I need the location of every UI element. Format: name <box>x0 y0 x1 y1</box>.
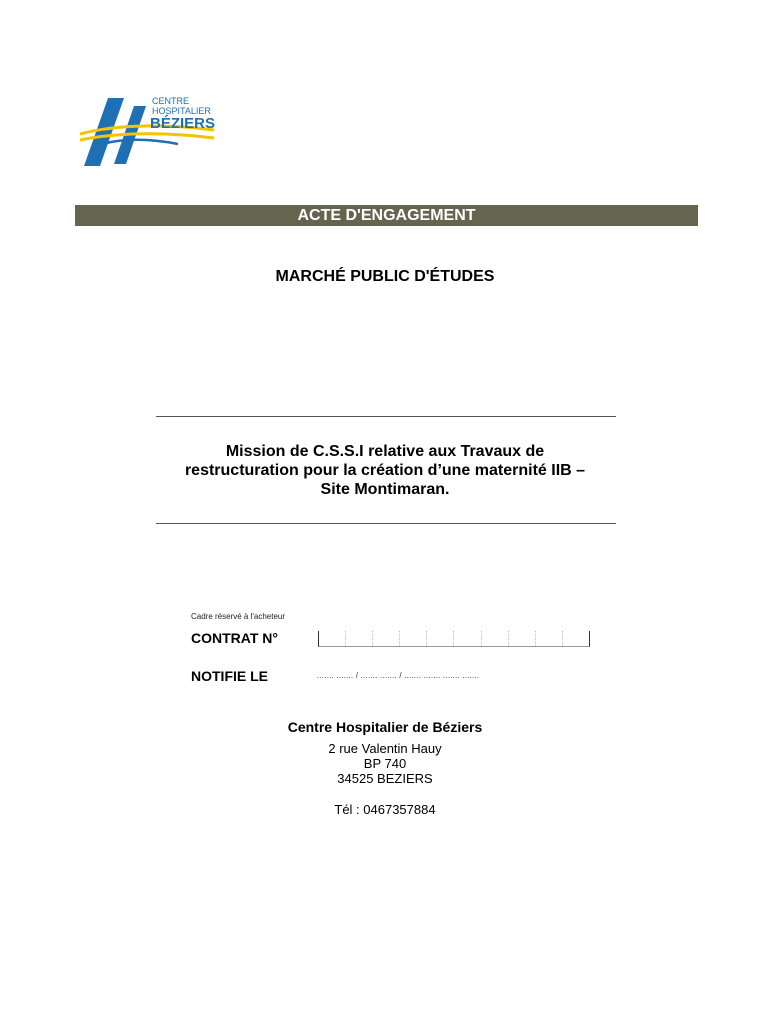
hospital-logo <box>78 94 218 170</box>
mission-line-3: Site Montimaran. <box>320 481 450 498</box>
notification-date-label: NOTIFIE LE <box>191 668 268 684</box>
contract-digit-cell <box>373 631 400 646</box>
contract-digit-cell <box>427 631 454 646</box>
logo-text-hospitalier: HOSPITALIER <box>152 106 211 116</box>
address-po-box: BP 740 <box>363 756 407 771</box>
organization-name: Centre Hospitalier de Béziers <box>287 719 483 735</box>
contract-digit-cell <box>563 631 589 646</box>
logo-text-beziers: BÉZIERS <box>150 115 216 132</box>
phone-number: Tél : 0467357884 <box>334 802 436 817</box>
contract-digit-cell <box>346 631 373 646</box>
contract-digit-cell <box>400 631 427 646</box>
contract-number-field[interactable] <box>318 631 590 647</box>
contract-digit-cell <box>509 631 536 646</box>
contract-digit-cell <box>454 631 481 646</box>
mission-title <box>140 442 630 499</box>
mission-line-1: Mission de C.S.S.I relative aux Travaux de <box>225 443 545 460</box>
contract-digit-cell <box>482 631 509 646</box>
document-subtitle: MARCHÉ PUBLIC D'ÉTUDES <box>275 268 495 285</box>
buyer-reserved-note: Cadre réservé à l'acheteur <box>191 612 286 621</box>
contract-digit-cell <box>536 631 563 646</box>
divider-bottom <box>156 523 616 524</box>
notification-date-field[interactable]: ....... ....... / ....... ....... / ....... ....... ....... ....... <box>317 671 480 680</box>
address-city: 34525 BEZIERS <box>337 771 433 786</box>
address-street: 2 rue Valentin Hauy <box>328 741 442 756</box>
contract-digit-cell <box>319 631 346 646</box>
divider-top <box>156 416 616 417</box>
document-title-banner: ACTE D'ENGAGEMENT <box>75 205 698 226</box>
contract-number-label: CONTRAT N° <box>191 630 278 646</box>
logo-text-centre: CENTRE <box>152 96 190 106</box>
mission-line-2: restructuration pour la création d’une maternité IIB – <box>184 462 586 479</box>
